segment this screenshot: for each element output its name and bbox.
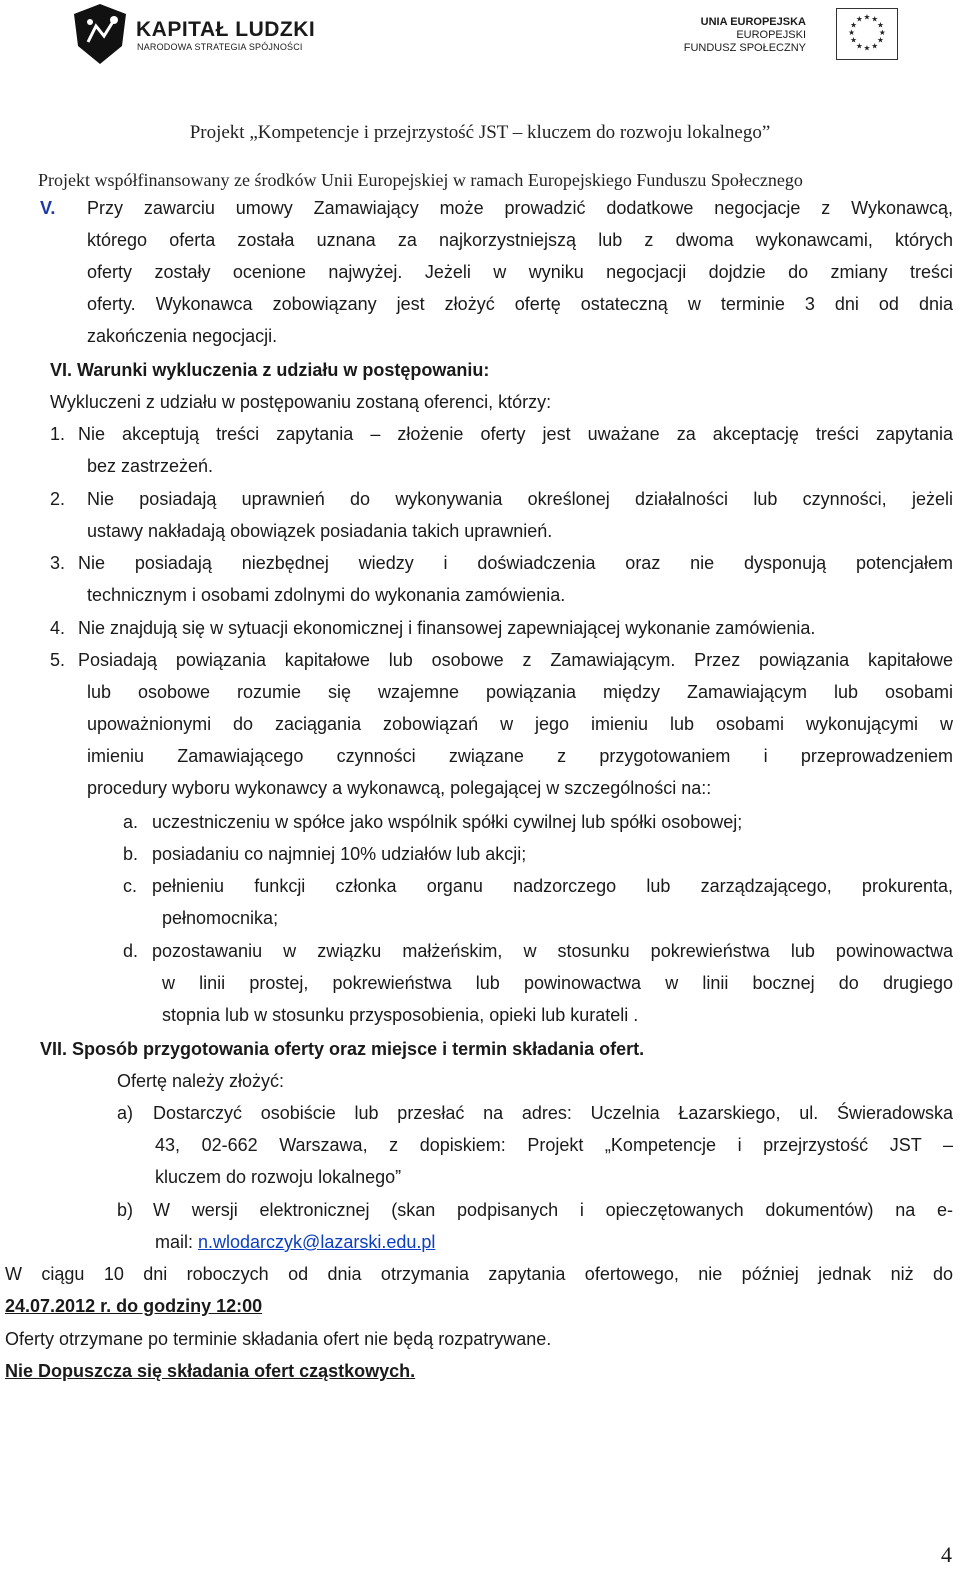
- svg-text:★: ★: [863, 43, 871, 53]
- list-item-number: 3.: [50, 553, 66, 573]
- list-item-line: Nie posiadają uprawnień do wykonywania określonej działalności lub czynności, jeżeli: [87, 489, 953, 509]
- list-item-line: upoważnionymi do zaciągania zobowiązań w jego imieniu lub osobami wykonującymi w: [87, 714, 953, 734]
- list-item-line: imieniu Zamawiającego czynności związane z przygotowaniem i przeprowadzeniem: [87, 746, 953, 766]
- late-offers-note: Oferty otrzymane po terminie składania ofert nie będą rozpatrywane.: [5, 1329, 552, 1349]
- email-prefix: mail:: [155, 1232, 199, 1252]
- list-item-number: 2.: [50, 489, 66, 509]
- section-v-line: zakończenia negocjacji.: [87, 326, 278, 346]
- section-vi-heading: VI. Warunki wykluczenia z udziału w postępowaniu:: [50, 360, 490, 380]
- svg-text:★: ★: [863, 12, 871, 22]
- section-vii-intro: Ofertę należy złożyć:: [117, 1071, 285, 1091]
- no-partial-offers-note: Nie Dopuszcza się składania ofert cząstkowych.: [5, 1361, 416, 1381]
- eu-logo: [683, 6, 898, 66]
- svg-text:★: ★: [850, 20, 857, 30]
- kapital-ludzki-emblem-icon: [70, 2, 130, 66]
- eu-logo-line3: FUNDUSZ SPOŁECZNY: [683, 42, 806, 54]
- list-item-line: procedury wyboru wykonawcy a wykonawcą, polegającej w szczególności na::: [87, 778, 712, 798]
- eu-logo-line2: EUROPEJSKI: [736, 29, 806, 41]
- sub-item-line: posiadaniu co najmniej 10% udziałów lub akcji;: [152, 844, 527, 864]
- sub-item-letter: a.: [123, 812, 139, 832]
- svg-text:★: ★: [871, 41, 879, 51]
- logo-title: KAPITAŁ LUDZKI: [136, 18, 316, 41]
- list-item-line: Nie posiadają niezbędnej wiedzy i doświadczenia oraz nie dysponują potencjałem: [78, 553, 953, 573]
- project-title: Projekt „Kompetencje i przejrzystość JST – kluczem do rozwoju lokalnego”: [189, 122, 771, 143]
- sub-item-line: pozostawaniu w związku małżeńskim, w stosunku pokrewieństwa lub powinowactwa: [152, 941, 953, 961]
- svg-text:★: ★: [878, 27, 886, 37]
- sub-item-letter: d.: [123, 941, 139, 961]
- section-v-line: oferty zostały ocenione najwyżej. Jeżeli w wyniku negocjacji dojdzie do zmiany treści: [87, 262, 953, 282]
- svg-text:★: ★: [855, 41, 863, 51]
- list-item-line: ustawy nakładają obowiązek posiadania takich uprawnień.: [87, 521, 553, 541]
- sub-item-line: uczestniczeniu w spółce jako wspólnik spółki cywilnej lub spółki osobowej;: [152, 812, 743, 832]
- email-link[interactable]: n.wlodarczyk@lazarski.edu.pl: [198, 1232, 436, 1252]
- eu-flag-icon: [836, 8, 898, 60]
- list-item-number: 1.: [50, 424, 66, 444]
- svg-text:★: ★: [877, 20, 884, 30]
- list-item-line: Nie akceptują treści zapytania – złożenie oferty jest uważane za akceptację treści zapytania: [78, 424, 953, 444]
- list-item-number: 5.: [50, 650, 66, 670]
- deadline-text: W ciągu 10 dni roboczych od dnia otrzymania zapytania ofertowego, nie później jednak niż do: [5, 1264, 953, 1284]
- sub-item-line: w linii prostej, pokrewieństwa lub powinowactwa w linii bocznej do drugiego: [162, 973, 953, 993]
- list-item-line: bez zastrzeżeń.: [87, 456, 214, 476]
- sub-item-line: pełnomocnika;: [162, 908, 279, 928]
- option-line: W wersji elektronicznej (skan podpisanych i opieczętowanych dokumentów) na e-: [153, 1200, 953, 1220]
- section-vii-heading: VII. Sposób przygotowania oferty oraz miejsce i termin składania ofert.: [40, 1039, 645, 1059]
- section-vi-intro: Wykluczeni z udziału w postępowaniu zostaną oferenci, którzy:: [50, 392, 552, 412]
- list-item-line: technicznym i osobami zdolnymi do wykonania zamówienia.: [87, 585, 566, 605]
- kapital-ludzki-logo: [70, 2, 320, 68]
- option-label: b): [117, 1200, 134, 1220]
- list-item-line: lub osobowe rozumie się wzajemne powiązania między Zamawiającym lub osobami: [87, 682, 953, 702]
- section-v-number: V.: [40, 198, 56, 218]
- deadline-date: 24.07.2012 r. do godziny 12:00: [5, 1296, 263, 1316]
- svg-text:★: ★: [877, 35, 884, 45]
- sub-item-line: pełnieniu funkcji członka organu nadzorczego lub zarządzającego, prokurenta,: [152, 876, 953, 896]
- option-label: a): [117, 1103, 134, 1123]
- option-line: 43, 02-662 Warszawa, z dopiskiem: Projekt „Kompetencje i przejrzystość JST –: [155, 1135, 953, 1155]
- list-item-number: 4.: [50, 618, 66, 638]
- option-line: Dostarczyć osobiście lub przesłać na adres: Uczelnia Łazarskiego, ul. Świeradowska: [153, 1103, 953, 1123]
- section-v-line: którego oferta została uznana za najkorzystniejszą lub z dwoma wykonawcami, których: [87, 230, 953, 250]
- option-line: kluczem do rozwoju lokalnego”: [155, 1167, 402, 1187]
- svg-text:★: ★: [871, 14, 879, 24]
- svg-text:★: ★: [855, 14, 863, 24]
- section-v-line: Przy zawarciu umowy Zamawiający może prowadzić dodatkowe negocjacje z Wykonawcą,: [87, 198, 953, 218]
- list-item-line: Posiadają powiązania kapitałowe lub osobowe z Zamawiającym. Przez powiązania kapitałowe: [78, 650, 953, 670]
- section-v-line: oferty. Wykonawca zobowiązany jest złożyć ofertę ostateczną w terminie 3 dni od dnia: [87, 294, 953, 314]
- eu-logo-line1: UNIA EUROPEJSKA: [700, 16, 806, 28]
- list-item-line: Nie znajdują się w sytuacji ekonomicznej i finansowej zapewniającej wykonanie zamówienia.: [78, 618, 816, 638]
- email-line: [155, 1226, 435, 1258]
- page-number: 4: [941, 1542, 952, 1567]
- sub-item-letter: c.: [123, 876, 138, 896]
- cofinancing-note: Projekt współfinansowany ze środków Unii Europejskiej w ramach Europejskiego Funduszu Społecznego: [38, 170, 803, 190]
- sub-item-letter: b.: [123, 844, 139, 864]
- logo-subtitle: NARODOWA STRATEGIA SPÓJNOŚCI: [137, 42, 303, 52]
- sub-item-line: stopnia lub w stosunku przysposobienia, opieki lub kurateli .: [162, 1005, 639, 1025]
- svg-text:★: ★: [848, 27, 856, 37]
- svg-text:★: ★: [850, 35, 857, 45]
